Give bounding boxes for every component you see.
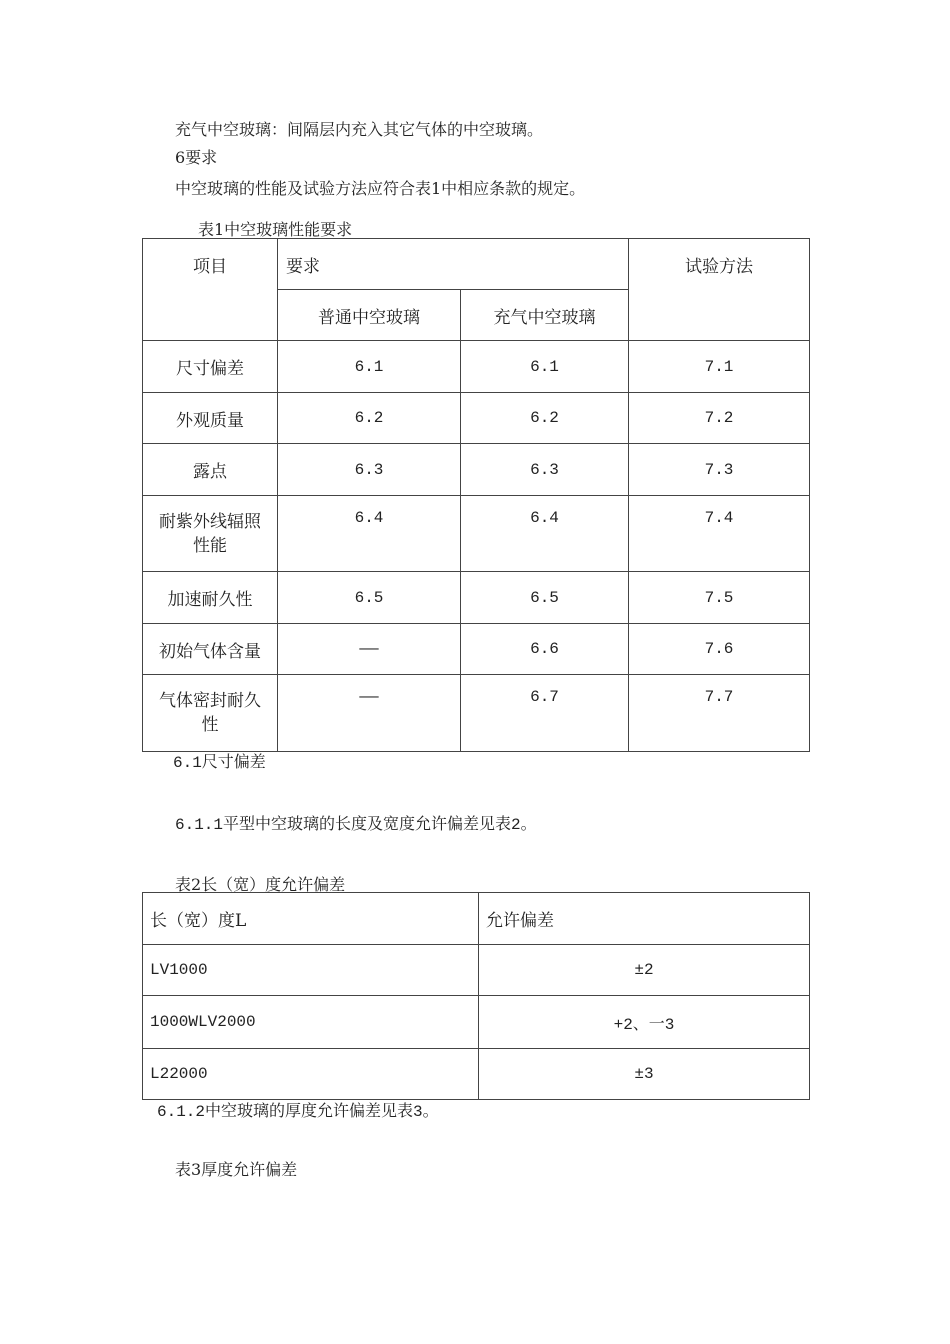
table2-cell-length: L22000 [143,1049,479,1100]
table1-cell-item: 初始气体含量 [143,624,278,675]
paragraph-table1-reference: 中空玻璃的性能及试验方法应符合表1中相应条款的规定。 [175,179,586,198]
table2-header-tolerance: 允许偏差 [479,893,810,945]
table1-cell-ordinary: —— [278,675,461,752]
table1-cell-method: 7.3 [629,444,810,496]
section-heading-requirements: 6要求 [175,148,218,167]
table2-caption: 表2长（宽）度允许偏差 [175,875,346,894]
table1-cell-item-line1: 气体密封耐久 [159,691,261,711]
section-heading-dimension-deviation: 6.1尺寸偏差 [173,754,266,772]
table2-header-length: 长（宽）度L [143,893,479,945]
table1-cell-ordinary: 6.1 [278,341,461,393]
table1-header-requirement: 要求 [278,239,629,290]
table1-cell-method: 7.4 [629,496,810,572]
paragraph-6-1-1: 6.1.1平型中空玻璃的长度及宽度允许偏差见表2。 [175,816,537,834]
table1-cell-gas: 6.6 [461,624,629,675]
table-row [143,945,810,996]
table1-cell-method: 7.1 [629,341,810,393]
table1-cell-gas: 6.5 [461,572,629,624]
table1-cell-ordinary: 6.5 [278,572,461,624]
table1-cell-gas: 6.4 [461,496,629,572]
table1-cell-item-line2: 性 [201,715,219,735]
table1-cell-method: 7.7 [629,675,810,752]
table1-cell-gas: 6.7 [461,675,629,752]
table1-performance-requirements [142,238,810,752]
table-row [143,341,810,393]
table1-cell-item: 尺寸偏差 [143,341,278,393]
table1-cell-method: 7.5 [629,572,810,624]
table2-cell-tolerance: ±2 [479,945,810,996]
table1-cell-item [143,675,278,752]
table-row [143,675,810,752]
table3-caption: 表3厚度允许偏差 [175,1160,298,1179]
table2-length-width-tolerance [142,892,810,1100]
table1-cell-ordinary: 6.4 [278,496,461,572]
table1-header-test-method: 试验方法 [629,239,810,341]
table1-cell-item: 外观质量 [143,393,278,444]
table-row [143,393,810,444]
table2-cell-tolerance: ±3 [479,1049,810,1100]
table2-cell-length: LV1000 [143,945,479,996]
table-row [143,624,810,675]
table1-header-ordinary: 普通中空玻璃 [278,290,461,341]
table2-cell-length: 1000WLV2000 [143,996,479,1049]
paragraph-gas-filled-definition: 充气中空玻璃：间隔层内充入其它气体的中空玻璃。 [175,120,544,139]
table1-cell-method: 7.2 [629,393,810,444]
table1-cell-ordinary: 6.2 [278,393,461,444]
table2-cell-tolerance: +2、一3 [479,996,810,1049]
table1-cell-item-line1: 耐紫外线辐照 [159,511,261,532]
table1-cell-gas: 6.3 [461,444,629,496]
table1-cell-item: 加速耐久性 [143,572,278,624]
table1-cell-ordinary: —— [278,624,461,675]
table1-cell-gas: 6.2 [461,393,629,444]
table1-cell-method: 7.6 [629,624,810,675]
table1-cell-ordinary: 6.3 [278,444,461,496]
table-row [143,1049,810,1100]
table-row [143,572,810,624]
table1-caption: 表1中空玻璃性能要求 [198,220,353,239]
table1-cell-item [143,496,278,572]
table1-cell-gas: 6.1 [461,341,629,393]
table1-header-item: 项目 [143,239,278,341]
table-row [143,996,810,1049]
table-row [143,496,810,572]
paragraph-6-1-2: 6.1.2中空玻璃的厚度允许偏差见表3。 [157,1103,439,1121]
table1-cell-item-line2: 性能 [193,535,227,556]
table-row [143,444,810,496]
table1-cell-item: 露点 [143,444,278,496]
table1-header-gas-filled: 充气中空玻璃 [461,290,629,341]
